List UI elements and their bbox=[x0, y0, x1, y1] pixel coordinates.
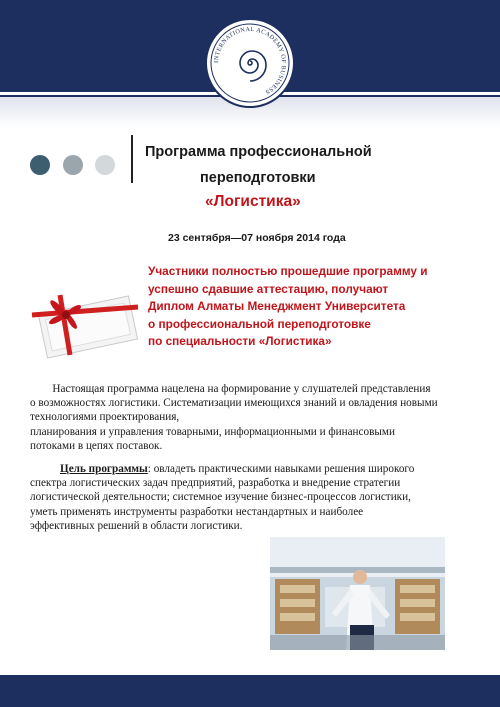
paragraph-line: эффективных решений в области логистики. bbox=[30, 519, 243, 532]
paragraph-line: Настоящая программа нацелена на формирование у слушателей представления bbox=[30, 383, 431, 395]
footer-band bbox=[0, 675, 500, 707]
program-dates: 23 сентября—07 ноября 2014 года bbox=[168, 232, 346, 244]
goal-label: Цель программы bbox=[60, 463, 148, 475]
decor-dot-dark bbox=[30, 155, 50, 175]
goal-paragraph bbox=[30, 462, 475, 533]
award-line: Диплом Алматы Менеджмент Университета bbox=[148, 299, 406, 314]
award-line: успешно сдавшие аттестацию, получают bbox=[148, 281, 389, 296]
goal-first-line bbox=[30, 462, 475, 476]
award-line: по специальности «Логистика» bbox=[148, 334, 332, 349]
paragraph-line: спектра логистических задач предприятий, разработка и внедрение стратегии bbox=[30, 477, 401, 490]
logo-ring-text: INTERNATIONAL ACADEMY OF BUSINESS bbox=[212, 25, 288, 96]
goal-first-line-text: : овладеть практическими навыками решения широкого bbox=[147, 463, 415, 475]
award-line: Участники полностью прошедшие программу и bbox=[148, 264, 428, 278]
paragraph-line: потоками в цепях поставок. bbox=[30, 439, 163, 452]
paragraph-line: о возможностях логистики. Систематизации имеющихся знаний и овладения новыми bbox=[30, 397, 438, 410]
paragraph-line: планирования и управления товарными, информационными и финансовыми bbox=[30, 425, 395, 438]
paragraph-line: логистической деятельности; системное изучение бизнес-процессов логистики, bbox=[30, 491, 411, 504]
warehouse-photo bbox=[270, 537, 445, 650]
academy-logo bbox=[205, 18, 295, 108]
paragraph-line: уметь применять инструменты разработки нестандартных и наиболее bbox=[30, 505, 364, 518]
paragraph-line: технологиями проектирования, bbox=[30, 411, 180, 424]
spiral-logo-icon bbox=[207, 20, 293, 106]
diploma-icon bbox=[30, 285, 140, 363]
decor-dot-light bbox=[95, 155, 115, 175]
decor-dot-mid bbox=[63, 155, 83, 175]
intro-paragraph bbox=[30, 382, 475, 453]
program-name: «Логистика» bbox=[205, 193, 301, 210]
program-title-line-1: Программа профессиональной bbox=[145, 144, 372, 160]
program-title-line-2: переподготовки bbox=[200, 170, 316, 186]
title-divider bbox=[131, 135, 133, 183]
award-line: о профессиональной переподготовке bbox=[148, 316, 371, 331]
award-statement bbox=[148, 263, 478, 351]
